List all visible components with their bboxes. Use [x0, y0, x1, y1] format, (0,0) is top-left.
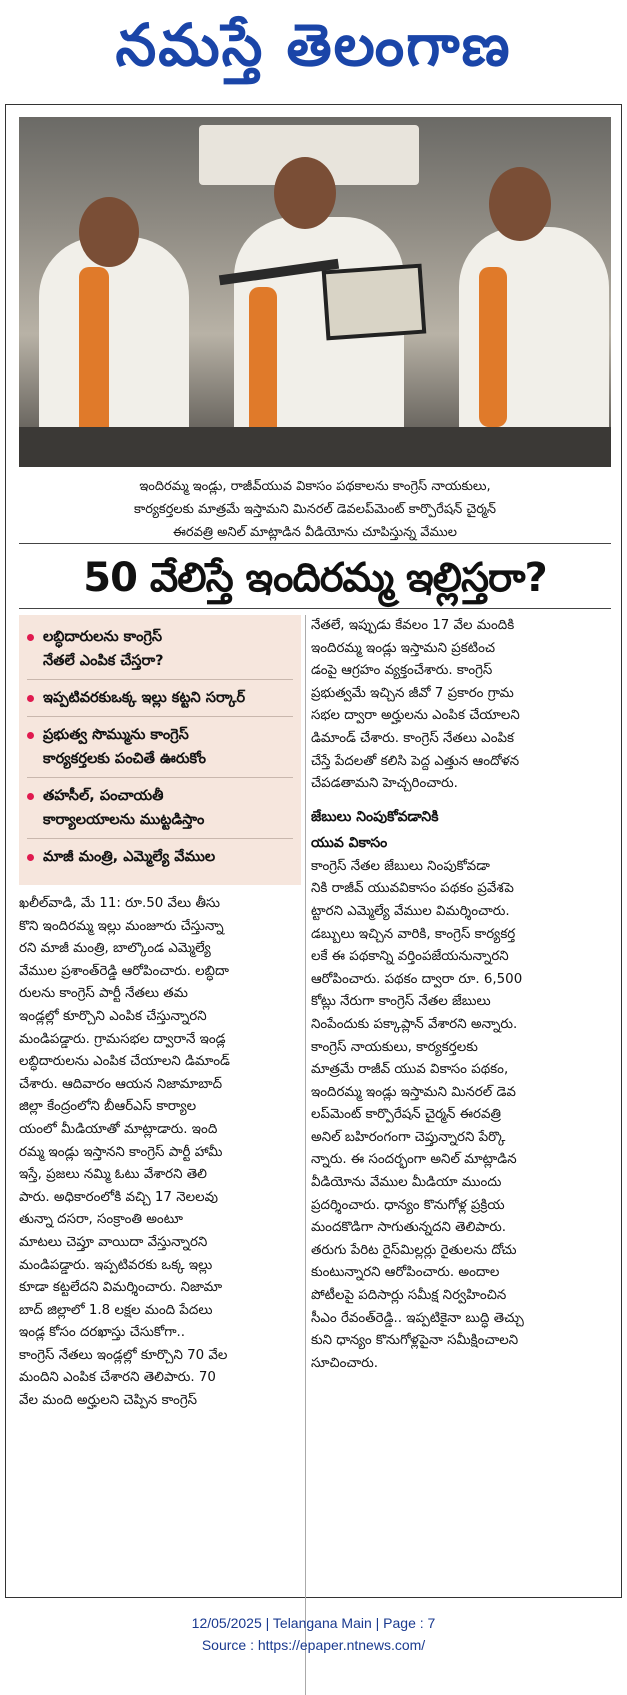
highlight-line: మాజీ మంత్రి, ఎమ్మెల్యే వేముల	[43, 849, 216, 865]
photo-scarf	[479, 267, 507, 427]
body-line: బాద్ జిల్లాలో 1.8 లక్షల మంది పేదలు	[19, 1302, 213, 1318]
body-line: లకే ఈ పథకాన్ని వర్తింపజేయనున్నారని	[311, 949, 509, 965]
article-headline: 50 వేలిస్తే ఇందిరమ్మ ఇల్లిస్తరా?	[83, 555, 547, 601]
body-line: కుని ధాన్యం కొనుగోళ్లపైనా సమీక్షించాలని	[311, 1333, 519, 1349]
highlight-line: ఇప్పటివరకుఒక్క ఇల్లు కట్టని సర్కార్	[43, 690, 246, 706]
body-line: చేశారు. ఆదివారం ఆయన నిజామాబాద్	[19, 1076, 223, 1092]
article-body-right	[311, 615, 611, 1375]
body-line: ఇండ్ల కోసం దరఖాస్తు చేసుకోగా..	[19, 1325, 186, 1341]
body-line: డంపై ఆగ్రహం వ్యక్తంచేశారు. కాంగ్రెస్	[311, 663, 493, 679]
news-photo	[19, 117, 611, 467]
body-line: ఇందిరమ్మ ఇండ్లు ఇస్తామని ప్రకటించ	[311, 640, 496, 656]
body-line: కాంగ్రెస్ నేతలు ఇండ్లల్లో కూర్చొని 70 వేల	[19, 1347, 228, 1363]
body-line: కోట్లు నేరుగా కాంగ్రెస్ నేతల జేబులు	[311, 994, 491, 1010]
caption-line: ఇందిరమ్మ ఇండ్లు, రాజీవ్‌యువ వికాసం పథకాలను కాంగ్రెస్ నాయకులు,	[139, 479, 491, 494]
body-line: తరుగు పేరిట రైస్‌మిల్లర్లు రైతులను దోచు	[311, 1242, 517, 1258]
body-line: వీడియోను వేముల మీడియా ముందు	[311, 1175, 502, 1191]
highlight-item	[27, 625, 293, 673]
body-line: చేస్తే పేదలతో కలిసి పెద్ద ఎత్తున ఆందోళన	[311, 753, 520, 769]
highlight-line: తహసీల్, పంచాయతీ	[43, 788, 164, 804]
body-line: మాత్రమే రాజీవ్ యువ వికాసం పథకం,	[311, 1062, 509, 1078]
subhead-line: జేబులు నింపుకోవడానికి	[311, 808, 439, 825]
newspaper-logo: నమస్తే తెలంగాణ	[115, 11, 512, 79]
divider	[27, 679, 293, 680]
body-line: నికి రాజీవ్ యువవికాసం పథకం ప్రవేశపె	[311, 881, 514, 897]
bullet-icon	[27, 695, 34, 702]
body-line: డిమాండ్ చేశారు. కాంగ్రెస్ నేతలు ఎంపిక	[311, 730, 514, 746]
body-line: జిల్లా కేంద్రంలోని బీఆర్‌ఎస్ కార్యాల	[19, 1099, 197, 1115]
body-line: ఖలీల్‌వాడి, మే 11: రూ.50 వేలు తీసు	[19, 896, 220, 911]
body-line: మండిపడ్డారు. ఇప్పటివరకు ఒక్క ఇల్లు	[19, 1257, 213, 1273]
footer-meta: 12/05/2025 | Telangana Main | Page : 7	[191, 1615, 436, 1631]
photo-person-head	[79, 197, 139, 267]
photo-scarf	[79, 267, 109, 437]
body-line: రమ్మ ఇండ్లు ఇస్తానని కాంగ్రెస్ పార్టీ హామీ	[19, 1144, 223, 1160]
bullet-icon	[27, 793, 34, 800]
divider	[27, 838, 293, 839]
photo-caption	[19, 475, 611, 544]
body-line: మాటలు చెప్తూ వాయిదా వేస్తున్నారని	[19, 1234, 208, 1250]
body-line: ఇండ్లల్లో కూర్చొని ఎంపిక చేస్తున్నారని	[19, 1008, 207, 1024]
body-line: ట్టారని ఎమ్మెల్యే వేముల విమర్శించారు.	[311, 903, 510, 919]
highlight-line: ప్రభుత్వ సొమ్మును కాంగ్రెస్	[43, 727, 189, 743]
divider	[27, 777, 293, 778]
highlight-line: కార్యాలయాలను ముట్టడిస్తాం	[43, 812, 205, 828]
column-divider	[305, 615, 306, 1695]
body-line: పోటీలపై పదిసార్లు సమీక్ష నిర్వహించిన	[311, 1288, 507, 1304]
body-line: మండిపడ్డారు. గ్రామసభల ద్వారానే ఇండ్ల	[19, 1031, 226, 1047]
bullet-icon	[27, 732, 34, 739]
body-line: వేముల ప్రశాంత్‌రెడ్డి ఆరోపించారు. లబ్ధిదా	[19, 963, 229, 979]
body-line: ప్రభుత్వమే ఇచ్చిన జీవో 7 ప్రకారం గ్రామ	[311, 685, 514, 701]
page-footer	[0, 1612, 627, 1656]
body-line: మందిని ఎంపిక చేశారని తెలిపారు. 70	[19, 1370, 216, 1386]
bullet-icon	[27, 854, 34, 861]
divider	[19, 608, 611, 609]
highlight-item	[27, 723, 293, 771]
body-line: సూచించారు.	[311, 1355, 378, 1371]
body-line: రని మాజీ మంత్రి, బాల్కొండ ఎమ్మెల్యే	[19, 941, 211, 957]
body-line: కాంగ్రెస్ నేతల జేబులు నింపుకోవడా	[311, 858, 490, 874]
body-line: రులను కాంగ్రెస్ పార్టీ నేతలు తమ	[19, 986, 188, 1002]
photo-person-head	[489, 167, 551, 241]
article-subhead	[311, 804, 611, 856]
body-line: చేపడతామని హెచ్చరించారు.	[311, 776, 458, 792]
body-line: కాంగ్రెస్ నాయకులు, కార్యకర్తలకు	[311, 1039, 478, 1055]
body-line: నింపేందుకు పక్కాప్లాన్ వేశారని అన్నారు.	[311, 1016, 518, 1032]
photo-tablet	[322, 264, 427, 341]
divider	[19, 543, 611, 544]
body-line: అనిల్ బహిరంగంగా చెప్తున్నారని పేర్కొ	[311, 1129, 506, 1145]
highlight-line: కార్యకర్తలకు పంచితే ఊరుకోం	[43, 751, 206, 767]
body-line: సీఎం రేవంత్‌రెడ్డి.. ఇప్పటికైనా బుద్ధి తెచ్చు	[311, 1310, 524, 1326]
highlights-box	[19, 615, 301, 885]
body-line: కుంటున్నారని ఆరోపించారు. అందాల	[311, 1265, 500, 1281]
article-body-right-bottom	[311, 856, 611, 1376]
body-line: కూడా కట్టలేదని విమర్శించారు. నిజామా	[19, 1280, 223, 1296]
body-line: లప్‌మెంట్ కార్పొరేషన్ చైర్మన్ ఈరవత్రి	[311, 1107, 501, 1123]
footer-source-link[interactable]: Source : https://epaper.ntnews.com/	[201, 1637, 426, 1653]
body-line: లబ్ధిదారులను ఎంపిక చేయాలని డిమాండ్	[19, 1054, 230, 1070]
highlight-item	[27, 686, 293, 710]
divider	[27, 716, 293, 717]
article-clipping	[5, 104, 622, 1598]
body-line: ఆరోపించారు. పథకం ద్వారా రూ. 6,500	[311, 971, 523, 987]
highlight-line: లబ్ధిదారులను కాంగ్రెస్	[43, 629, 163, 645]
highlight-line: నేతలే ఎంపిక చేస్తరా?	[43, 653, 164, 669]
article-body-left	[19, 893, 301, 1413]
highlight-item	[27, 845, 293, 869]
body-line: నేతలే, ఇప్పుడు కేవలం 17 వేల మందికి	[311, 618, 515, 633]
subhead-line: యువ వికాసం	[311, 834, 388, 851]
caption-line: కార్యకర్తలకు మాత్రమే ఇస్తామని మినరల్ డెవలప్‌మెంట్ కార్పొరేషన్ చైర్మన్	[133, 502, 496, 517]
body-line: న్నారు. ఈ సందర్భంగా అనిల్ మాట్లాడిన	[311, 1152, 517, 1168]
body-line: ఇస్తే, ప్రజలు నమ్మి ఓటు వేశారని తెలి	[19, 1167, 207, 1183]
body-line: ఇందిరమ్మ ఇండ్లు ఇస్తామని మినరల్ డెవ	[311, 1084, 516, 1100]
body-line: డబ్బులు ఇచ్చిన వారికి, కాంగ్రెస్ కార్యకర్త	[311, 926, 516, 942]
photo-table	[19, 427, 611, 467]
body-line: సభల ద్వారా అర్హులను ఎంపిక చేయాలని	[311, 708, 520, 724]
bullet-icon	[27, 634, 34, 641]
photo-person-head	[274, 157, 336, 229]
body-line: ప్రదర్శించారు. ధాన్యం కొనుగోళ్ల ప్రక్రియ	[311, 1197, 505, 1213]
article-body-right-top	[311, 615, 611, 796]
caption-line: ఈరవత్రి అనిల్ మాట్లాడిన వీడియోను చూపిస్తున్న వేముల	[172, 525, 458, 540]
photo-scarf	[249, 287, 277, 437]
body-line: యంలో మీడియాతో మాట్లాడారు. ఇంది	[19, 1121, 218, 1137]
masthead	[0, 0, 627, 96]
body-line: మందకొడిగా సాగుతున్నదని తెలిపారు.	[311, 1220, 507, 1236]
body-line: తున్నా దసరా, సంక్రాంతి అంటూ	[19, 1212, 183, 1228]
body-line: పారు. అధికారంలోకి వచ్చి 17 నెలలవు	[19, 1189, 218, 1205]
highlight-item	[27, 784, 293, 832]
body-line: కొని ఇందిరమ్మ ఇల్లు మంజూరు చేస్తున్నా	[19, 918, 224, 934]
body-line: వేల మంది అర్హులని చెప్పిన కాంగ్రెస్	[19, 1393, 198, 1409]
